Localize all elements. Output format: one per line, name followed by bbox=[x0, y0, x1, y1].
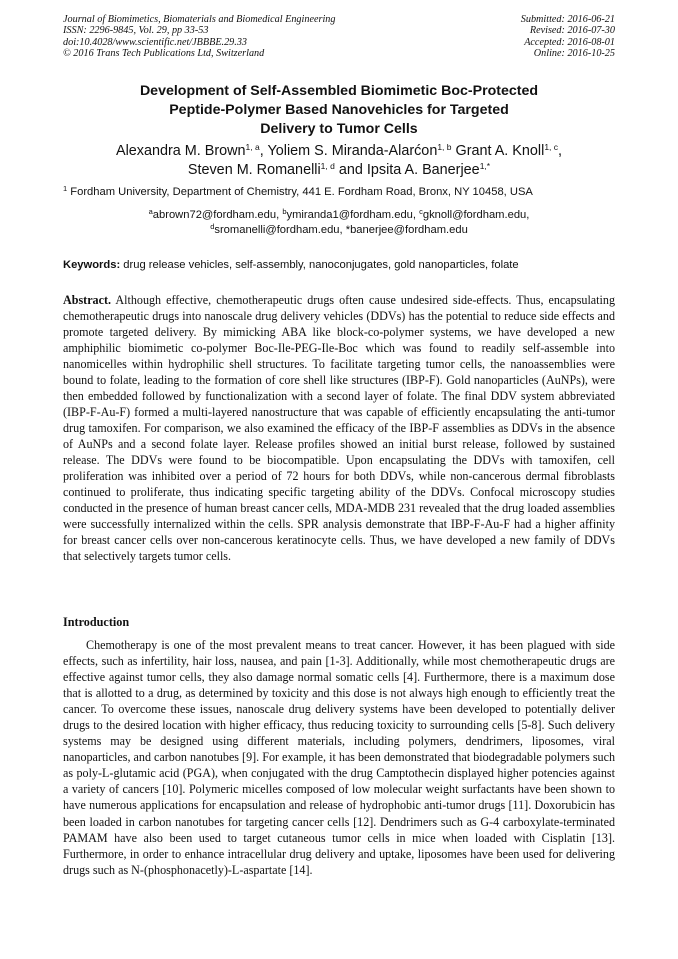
email-address: sromanelli@fordham.edu, *banerjee@fordham.edu bbox=[214, 224, 468, 236]
author-line-1 bbox=[40, 142, 638, 161]
email-sup: b bbox=[282, 207, 287, 216]
author-affil-sup: 1, a bbox=[245, 142, 260, 152]
author-separator: and bbox=[334, 162, 367, 178]
email-line-1 bbox=[63, 208, 615, 223]
author-separator: , bbox=[259, 143, 268, 159]
author-affil-sup: 1, c bbox=[544, 142, 559, 152]
abstract bbox=[63, 292, 615, 564]
author-separator: , bbox=[558, 143, 563, 159]
author-line-2 bbox=[40, 161, 638, 180]
submitted-date: Submitted: 2016-06-21 bbox=[520, 14, 615, 25]
title-line-2: Peptide-Polymer Based Nanovehicles for Targeted bbox=[169, 101, 509, 118]
author-emails bbox=[63, 208, 615, 238]
email-address: abrown72@fordham.edu, bbox=[152, 209, 283, 221]
author-list bbox=[40, 142, 638, 180]
introduction-paragraph: Chemotherapy is one of the most prevalent means to treat cancer. However, it has been plagued with side effects, such as infertility, hair loss, nausea, and pain [1-3]. Additionally, while most chemotherapeutic drugs are effective against tumor cells, they also damage normal somatic cells [4]. Furthermore, there is a maximum dose that is allotted to a drug, as determined by toxicity and this dose is not always high enough to efficiently treat the cancer. To overcome these issues, nanoscale drug delivery systems have been developed to potentially deliver drugs to the desired location with higher efficacy, thus reducing toxicity to surrounding cells [5-8]. Such delivery systems may be designed using different materials, including polymers, dendrimers, liposomes, viral nanoparticles, and carbon nanotubes [9]. For example, it has been demonstrated that biodegradable polymers such as poly-L-glutamic acid (PGA), when conjugated with the drug Camptothecin displayed higher potencies against a variety of cancers [10]. Polymeric micelles composed of low molecular weight surfactants have been shown to have numerous applications for encapsulation and release of hydrophobic anti-tumor drugs [11]. Doxorubicin has been loaded in carbon nanotubes for targeting cancer cells [12]. Dendrimers such as G-4 carboxylate-terminated PAMAM have also been used to target cutaneous tumor cells in mice when loaded with Cisplatin [13]. Furthermore, in order to enhance intracellular drug delivery and uptake, liposomes have been used for delivering drugs such as N-(phosphonacetly)-L-aspartate [14]. bbox=[63, 638, 615, 877]
online-date: Online: 2016-10-25 bbox=[533, 48, 615, 60]
email-address: gknoll@fordham.edu, bbox=[422, 209, 530, 221]
author-affil-sup: 1,* bbox=[479, 161, 491, 171]
doi: doi:10.4028/www.scientific.net/JBBBE.29.33 bbox=[63, 36, 248, 48]
affiliation bbox=[63, 186, 623, 199]
email-address: ymiranda1@fordham.edu, bbox=[286, 209, 420, 221]
keywords-label: Keywords: bbox=[63, 259, 121, 271]
title-line-1: Development of Self-Assembled Biomimetic Boc-Protected bbox=[139, 83, 539, 99]
abstract-label: Abstract. bbox=[63, 293, 112, 307]
email-sup: c bbox=[419, 207, 423, 216]
author-name: Yoliem S. Miranda-Alarćon bbox=[267, 143, 438, 159]
author-name: Ipsita A. Banerjee bbox=[366, 162, 480, 178]
affiliation-sup: 1 bbox=[63, 184, 68, 193]
email-sup: d bbox=[210, 222, 215, 231]
dates-header bbox=[415, 14, 615, 60]
keywords-text: drug release vehicles, self-assembly, nanoconjugates, gold nanoparticles, folate bbox=[120, 259, 519, 271]
journal-name: Journal of Biomimetics, Biomaterials and Biomedical Engineering bbox=[63, 14, 336, 25]
keywords bbox=[63, 259, 615, 272]
author-name: Alexandra M. Brown bbox=[115, 143, 246, 159]
issn: ISSN: 2296-9845, Vol. 29, pp 33-53 bbox=[63, 25, 209, 37]
author-name: Grant A. Knoll bbox=[455, 143, 545, 159]
journal-header bbox=[63, 14, 403, 60]
title-line-3: Delivery to Tumor Cells bbox=[260, 120, 418, 137]
copyright: © 2016 Trans Tech Publications Ltd, Switzerland bbox=[63, 48, 265, 60]
author-affil-sup: 1, d bbox=[320, 161, 335, 171]
abstract-text: Although effective, chemotherapeutic drugs often cause undesired side-effects. Thus, encapsulating chemotherapeutic drugs into nanoscale drug delivery vehicles (DDVs) has the potential to reduce side effects and promote targeted delivery. By mimicking ABA like block-co-polymer systems, we have developed a new amphiphilic biomimetic co-polymer Boc-Ile-PEG-Ile-Boc which was found to readily self-assemble into nanomicelles within hydrophilic shell structures. To facilitate targeting tumor cells, the nanoassemblies were bound to folate, leading to the formation of core shell like structures (IBP-F). Gold nanoparticles (AuNPs), were then embedded followed by functionalization with a second layer of folate. The final DDV system abbreviated (IBP-F-Au-F) formed a multi-layered nanostructure that was capable of efficiently encapsulating the anti-tumor drug tamoxifen. For comparison, we also examined the efficacy of the IBP-F assemblies as DDVs in the absence of AuNPs and a second folate layer. Release profiles showed an initial burst release, followed by sustained release. The DDVs were found to be biocompatible. Upon encapsulating the DDVs with tamoxifen, cell proliferation was inhibited over a period of 72 hours for both DDVs, while non-cancerous dermal fibroblasts continued to proliferate, thus indicating specific targeting ability of the DDVs. Confocal microscopy studies conducted in the presence of human breast cancer cells, MDA-MDB 231 revealed that the drug loaded assemblies were successfully internalized within the cells. SPR analysis demonstrate that IBP-F-Au-F had a higher affinity for breast cancer cells over non-cancerous keratinocyte cells. Thus, we have developed a new family of DDVs that selectively targets tumor cells. bbox=[63, 293, 615, 563]
email-line-2 bbox=[63, 223, 615, 238]
email-sup: a bbox=[148, 207, 153, 216]
introduction-heading: Introduction bbox=[63, 615, 130, 629]
author-name: Steven M. Romanelli bbox=[187, 162, 321, 178]
affiliation-text: Fordham University, Department of Chemistry, 441 E. Fordham Road, Bronx, NY 10458, USA bbox=[67, 186, 533, 198]
revised-date: Revised: 2016-07-30 bbox=[529, 25, 615, 37]
author-affil-sup: 1, b bbox=[437, 142, 452, 152]
paper-title bbox=[60, 82, 618, 138]
accepted-date: Accepted: 2016-08-01 bbox=[524, 36, 615, 48]
